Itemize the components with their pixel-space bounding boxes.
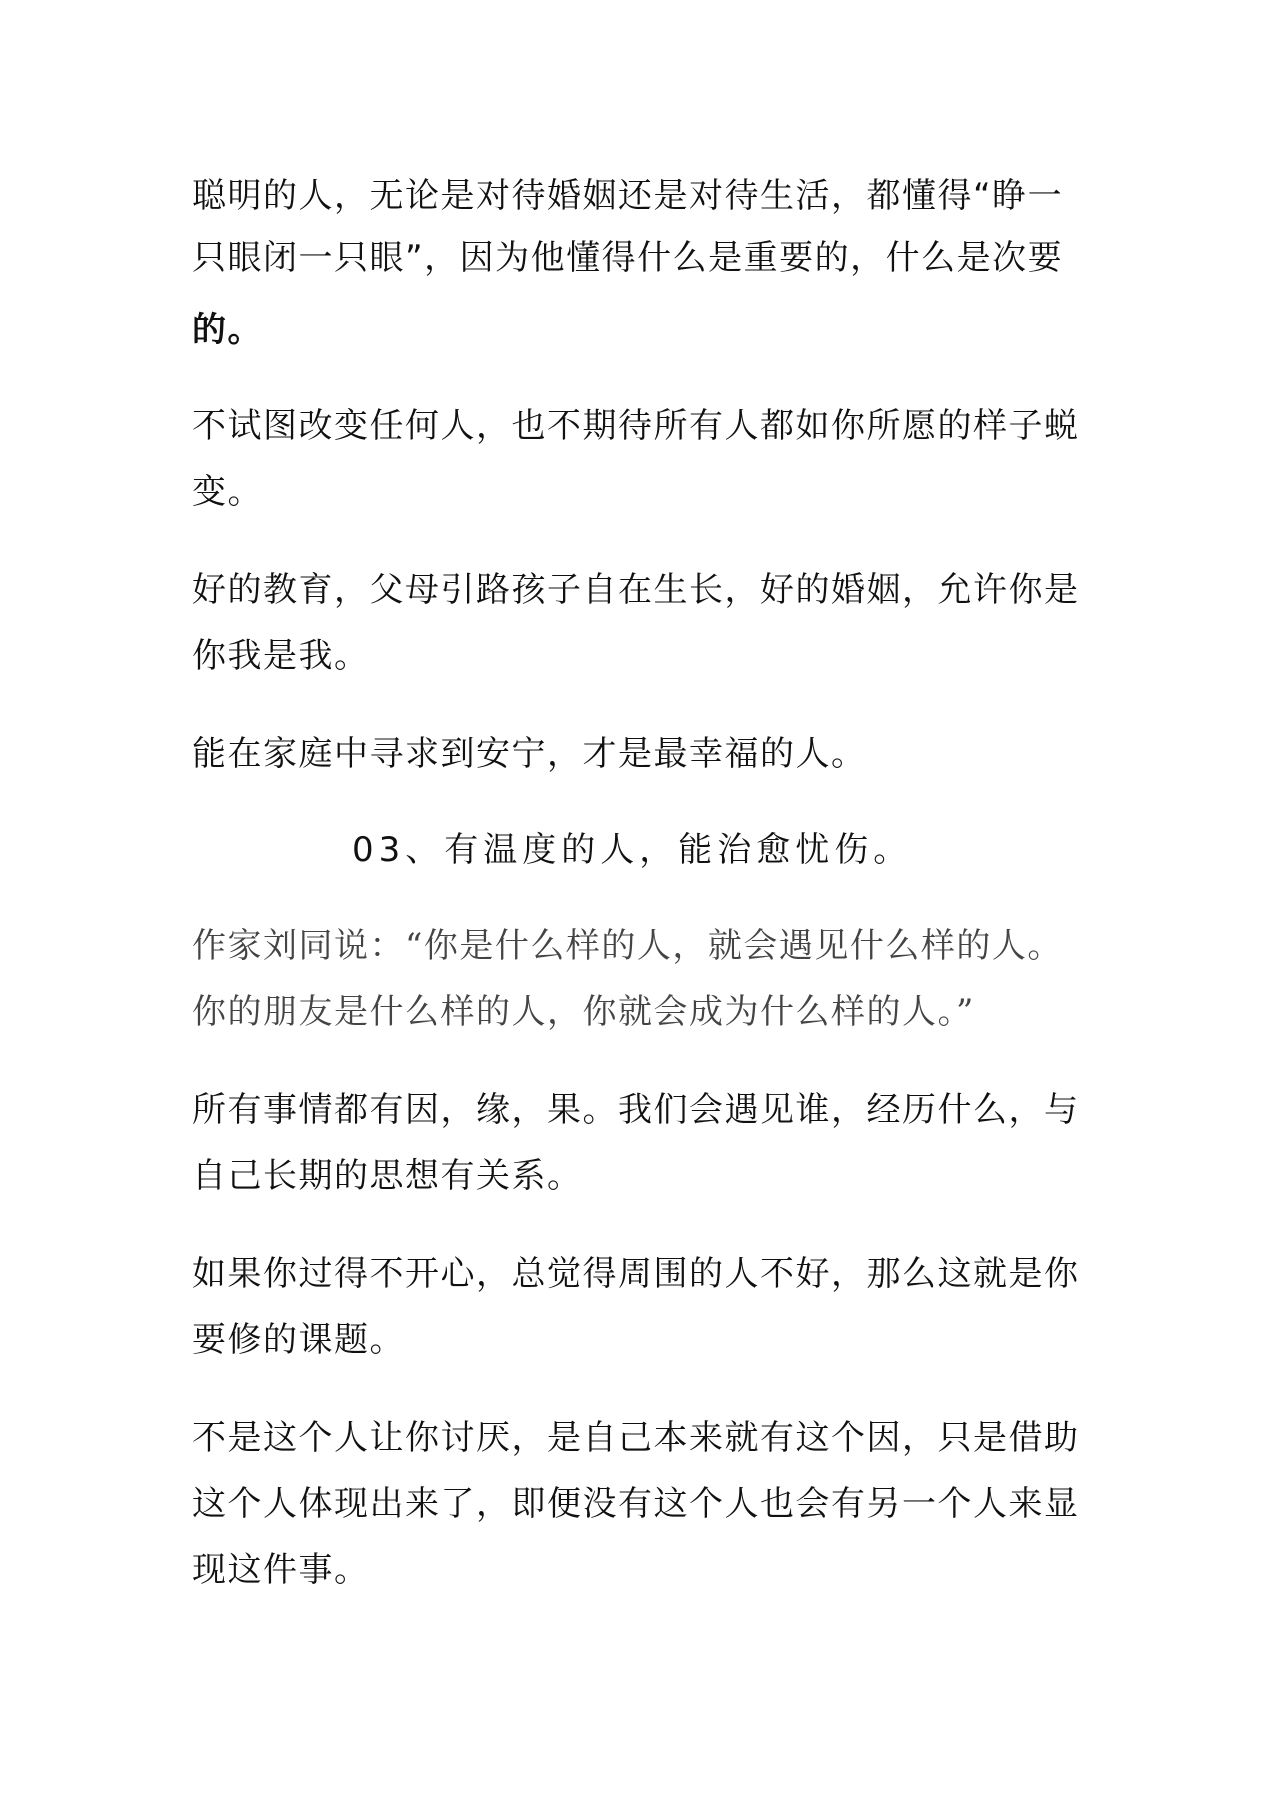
paragraph-2-line-2: 变。 — [192, 472, 263, 512]
quote-line-1: 作家刘同说：“你是什么样的人，就会遇见什么样的人。 — [192, 926, 1063, 966]
paragraph-1-line-2: 只眼闭一只眼”，因为他懂得什么是重要的，什么是次要 — [192, 238, 1064, 278]
paragraph-6-line-1: 所有事情都有因，缘，果。我们会遇见谁，经历什么，与 — [192, 1090, 1080, 1130]
paragraph-6-line-2: 自己长期的思想有关系。 — [192, 1156, 583, 1196]
paragraph-4-line-1: 能在家庭中寻求到安宁，才是最幸福的人。 — [192, 734, 867, 774]
paragraph-8-line-3: 现这件事。 — [192, 1550, 370, 1590]
paragraph-7-line-2: 要修的课题。 — [192, 1320, 405, 1360]
quote-line-2: 你的朋友是什么样的人，你就会成为什么样的人。” — [192, 992, 975, 1032]
paragraph-2-line-1: 不试图改变任何人，也不期待所有人都如你所愿的样子蜕 — [192, 406, 1080, 446]
paragraph-3-line-1: 好的教育，父母引路孩子自在生长，好的婚姻，允许你是 — [192, 570, 1080, 610]
paragraph-8-line-1: 不是这个人让你讨厌，是自己本来就有这个因，只是借助 — [192, 1418, 1080, 1458]
paragraph-7-line-1: 如果你过得不开心，总觉得周围的人不好，那么这就是你 — [192, 1254, 1080, 1294]
paragraph-1-line-1: 聪明的人，无论是对待婚姻还是对待生活，都懂得“睁一 — [192, 176, 1064, 216]
section-heading: 03、有温度的人，能治愈忧伤。 — [352, 830, 913, 870]
paragraph-1-line-3: 的。 — [192, 310, 263, 350]
paragraph-3-line-2: 你我是我。 — [192, 636, 370, 676]
paragraph-8-line-2: 这个人体现出来了，即便没有这个人也会有另一个人来显 — [192, 1484, 1080, 1524]
